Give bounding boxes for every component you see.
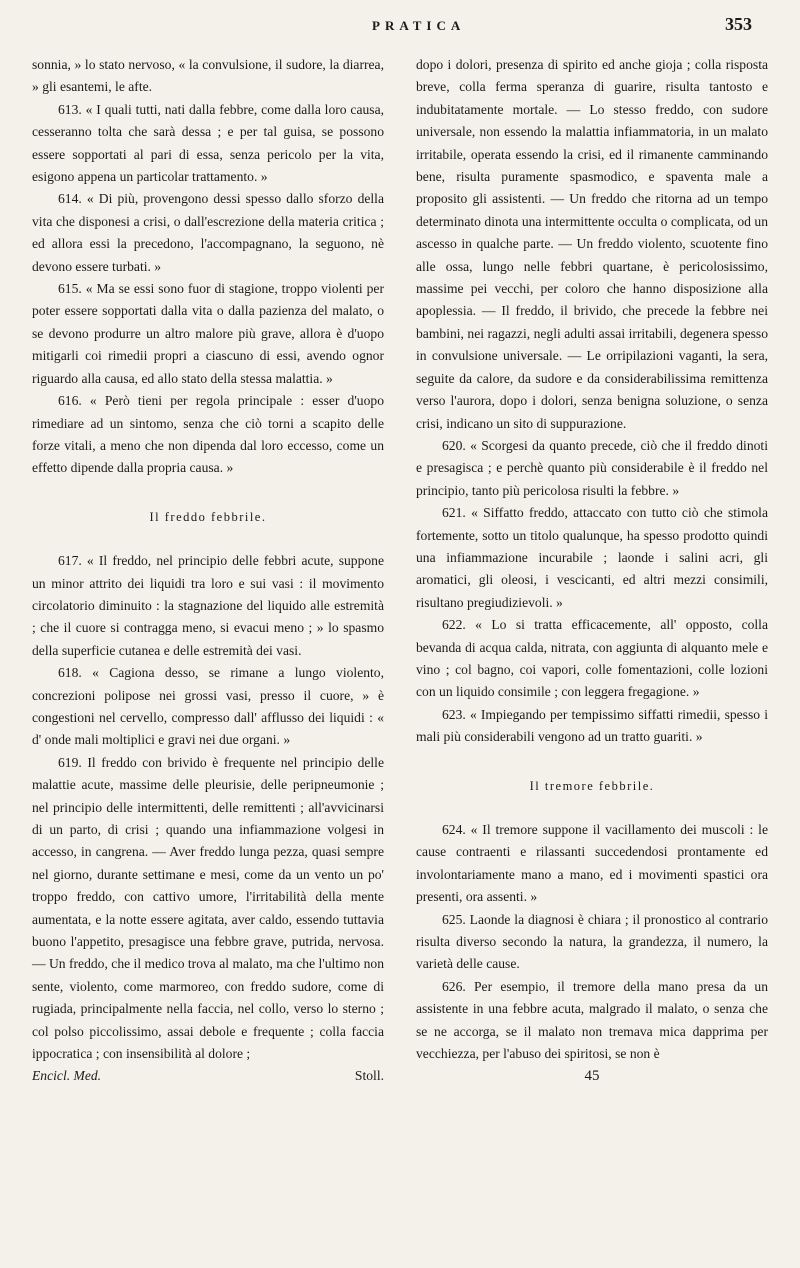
left-column	[32, 54, 384, 1088]
page-number: 353	[725, 14, 752, 34]
signature-mark: 45	[584, 1068, 600, 1085]
paragraph: dopo i dolori, presenza di spirito ed anche gioja ; colla risposta breve, colla ferma speranza di guarire, risulta tantosto e indubitatamente mortale. — Lo stesso freddo, con sudore universale, non essendo la malattia infiammatoria, in un malato irritabile, operata essendo la crisi, ed il rimanente camminando bene, risulta puramente spasmodico, e spaventa male a proposito gli assistenti. — Un freddo che ritorna ad un tempo determinato dinota una intermittente occulta o complicata, od un ascesso in qualche parte. — Un freddo violento, scuotente fino alle ossa, lungo nelle febbri quartane, è pericolosissimo, massime pei vecchi, per coloro che hanno disposizione alla apoplessia. — Il freddo, il brivido, che precede la febbre nei bambini, nei ragazzi, negli adulti assai irritabili, degenera spesso in convulsione universale. — Le orripilazioni vaganti, la sera, seguite da calore, da sudore e da considerabilissima remittenza verso l'aurora, dopo i dolori, senza benigna soluzione, o senza crisi, indicano un sito di suppurazione.	[416, 57, 768, 431]
paragraph: 617. « Il freddo, nel principio delle febbri acute, suppone un minor attrito dei liquidi tra loro e sui vasi : il movimento circolatorio diminuito : la stagnazione del liquido alle estremità ; che il cuore si contragga meno, si evacui meno ; » lo spasmo della superficie cutanea e delle estremità dei vasi.	[32, 553, 384, 658]
page-footer	[32, 1065, 384, 1087]
footer-author: Stoll.	[354, 1068, 384, 1084]
paragraph: 616. « Però tieni per regola principale : esser d'uopo rimediare ad un sintomo, senza che ciò torni a scapito delle forze vitali, a meno che non dipenda dal loro eccesso, come un effetto dipende dalla propria causa. »	[32, 393, 384, 476]
paragraph: 623. « Impiegando per tempissimo siffatti rimedii, spesso i mali più considerabili vengono ad un tratto guariti. »	[416, 706, 768, 745]
right-column	[416, 54, 768, 1087]
paragraph: 613. « I quali tutti, nati dalla febbre, come dalla loro causa, cesseranno tolta che sarà dessa ; e per tal guisa, se possono essere sopportati al pari di essa, senza pericolo per la vita, esigono appena un particolar trattamento. »	[32, 101, 384, 185]
paragraph: 618. « Cagiona desso, se rimane a lungo violento, concrezioni polipose nei grossi vasi, presso il cuore, » è congestioni nel cervello, compresso dall' afflusso dei liquidi : « d' onde mali moltiplici e gravi nei due organi. »	[32, 665, 384, 748]
paragraph: 619. Il freddo con brivido è frequente nel principio delle malattie acute, massime delle pleurisie, delle peripneumonie ; nel principio delle intermittenti, delle remittenti ; all'avvicinarsi di un parto, di crisi ; quando una infiammazione volgesi in accesso, in cangrena. — Aver freddo lunga pezza, quasi sempre nel giorno, durante settimane e mesi, come da un vento un po' troppo freddo, con cattivo umore, l'irritabilità della mente aumentata, e la notte essere agitata, aver caldo, essendo tuttavia buono l'appetito, presagisce una febbre grave, putrida, nervosa. — Un freddo, che il medico trova al malato, ma che l'ultimo non sente, violento, come marmoreo, con freddo sudore, come di rugiada, principalmente nella faccia, nel collo, verso lo sterno ; col polso piccolissimo, assai debole e frequente ; colla faccia ippocratica ; con insensibilità al dolore ;	[32, 754, 385, 1062]
running-head	[0, 14, 800, 46]
paragraph: 621. « Siffatto freddo, attaccato con tutto ciò che stimola fortemente, sotto un titolo qualunque, ha spesso prodotto quindi una infiammazione incurabile ; laonde i salini acri, gli aromatici, gli oleosi, i vescicanti, ed altri mezzi consimili, risultano pregiudizievoli. »	[416, 505, 768, 610]
footer-source: Encicl. Med.	[32, 1068, 102, 1084]
paragraph: 614. « Di più, provengono dessi spesso dallo sforzo della vita che disponesi a crisi, o dall'escrezione della materia critica ; ed allora essi la precedono, l'accompagnano, la seguono, nè devono essere turbati. »	[32, 191, 384, 274]
running-title: PRATICA	[372, 18, 466, 33]
paragraph: 622. « Lo si tratta efficacemente, all' opposto, colla bevanda di acqua calda, nitrata, con aggiunta di alquanto mele e vino ; col bagno, coi vapori, colle fomentazioni, colle lozioni con un liquido consimile ; con leggera fregagione. »	[416, 617, 768, 700]
section-heading: Il freddo febbrile.	[149, 509, 267, 524]
paragraph: 620. « Scorgesi da quanto precede, ciò che il freddo dinoti e presagisca ; e perchè quanto più considerabile è il freddo nel principio, tanto più pericolosa risulti la febbre. »	[416, 437, 768, 498]
paragraph: 626. Per esempio, il tremore della mano presa da un assistente in una febbre acuta, malgrado il malato, o senza che se ne accorga, se il malato non tremava mica dapprima per vecchiezza, per l'abuso dei spiritosi, se non è	[416, 978, 768, 1062]
paragraph: 615. « Ma se essi sono fuor di stagione, troppo violenti per poter essere sopportati dalla vita o dalla pazienza del malato, o se devono produrre un altro malore più grave, allora è d'uopo mitigarli coi rimedii propri a ciascuno di essi, avendo ognor riguardo alla causa, ed allo stato della stessa malattia. »	[32, 281, 384, 386]
paragraph: sonnia, » lo stato nervoso, « la convulsione, il sudore, la diarrea, » gli esantemi, le afte.	[32, 57, 384, 95]
paragraph: 625. Laonde la diagnosi è chiara ; il pronostico al contrario risulta diverso secondo la natura, la grandezza, il numero, la varietà delle cause.	[416, 911, 768, 972]
paragraph: 624. « Il tremore suppone il vacillamento dei muscoli : le cause contraenti e rilassanti succedendosi prontamente ed involontariamente mano a mano, ed i movimenti spastici ora presenti, ora assenti. »	[416, 822, 768, 905]
section-heading: Il tremore febbrile.	[529, 778, 655, 793]
